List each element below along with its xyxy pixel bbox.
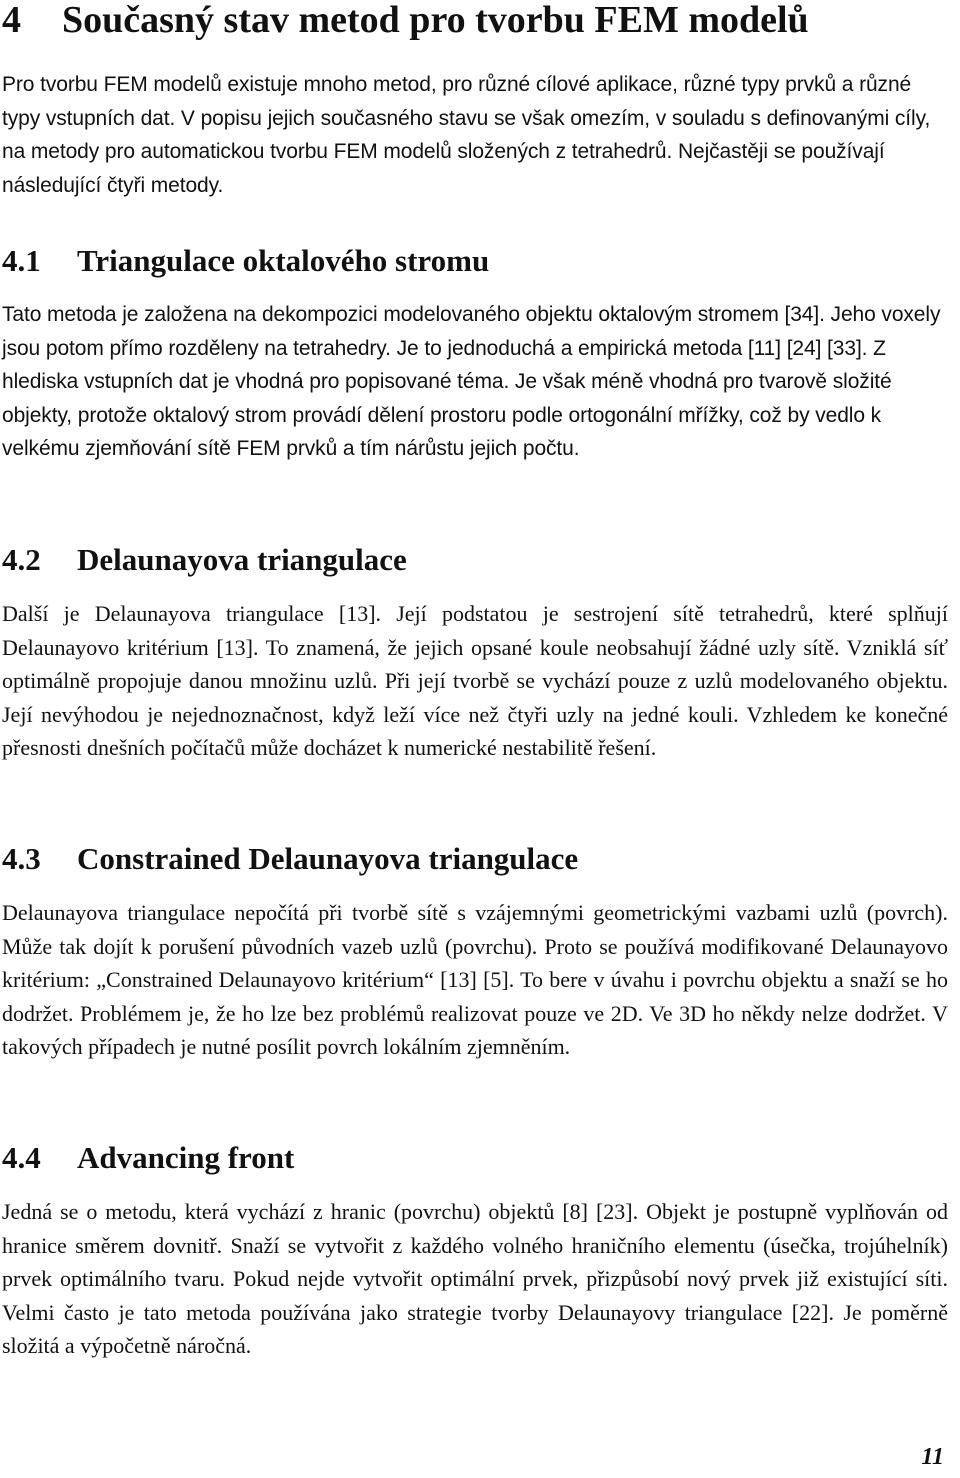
section-heading-4-1 bbox=[2, 243, 489, 279]
section-4-1-paragraph: Tato metoda je založena na dekompozici modelovaného objektu oktalovým stromem [34]. Jeho voxely jsou potom přímo rozděleny na tetrahedry. Je to jednoduchá a empirická metoda [11] [24] [33]. Z hlediska vstupních dat je vhodná pro popisované téma. Je však méně vhodná pro tvarově složité objekty, protože oktalový strom provádí dělení prostoru podle ortogonální mřížky, což by vedlo k velkému zjemňování sítě FEM prvků a tím nárůstu jejich počtu. bbox=[2, 303, 941, 460]
chapter-title-text: Současný stav metod pro tvorbu FEM modelů bbox=[62, 0, 809, 41]
section-number: 4.1 bbox=[2, 243, 41, 278]
section-number: 4.4 bbox=[2, 1140, 41, 1175]
section-heading-4-2 bbox=[2, 542, 407, 578]
intro-paragraph: Pro tvorbu FEM modelů existuje mnoho metod, pro různé cílové aplikace, různé typy prvků a různé typy vstupních dat. V popisu jejich současného stavu se však omezím, v souladu s definovanými cíly, na metody pro automatickou tvorbu FEM modelů složených z tetrahedrů. Nejčastěji se používají následující čtyři metody. bbox=[2, 73, 931, 197]
chapter-title bbox=[2, 0, 809, 42]
section-number: 4.3 bbox=[2, 841, 41, 876]
section-4-2-paragraph: Další je Delaunayova triangulace [13]. Její podstatou je sestrojení sítě tetrahedrů, které splňují Delaunayovo kritérium [13]. To znamená, že jejich opsané koule neobsahují žádné uzly sítě. Vzniklá síť optimálně propojuje danou množinu uzlů. Při její tvorbě se vychází pouze z uzlů modelovaného objektu. Její nevýhodou je nejednoznačnost, když leží více než čtyři uzly na jedné kouli. Vzhledem ke konečné přesnosti dnešních počítačů může docházet k numerické nestabilitě řešení. bbox=[2, 601, 948, 760]
section-number: 4.2 bbox=[2, 542, 41, 577]
section-4-3-paragraph: Delaunayova triangulace nepočítá při tvorbě sítě s vzájemnými geometrickými vazbami uzlů (povrch). Může tak dojít k porušení původních vazeb uzlů (povrchu). Proto se používá modifikované Delaunayovo kritérium: „Constrained Delaunayovo kritérium“ [13] [5]. To bere v úvahu i povrchu objektu a snaží se ho dodržet. Problémem je, že ho lze bez problémů realizovat pouze ve 2D. Ve 3D ho někdy nelze dodržet. V takových případech je nutné posílit povrch lokálním zjemněním. bbox=[2, 900, 948, 1059]
section-title-text: Delaunayova triangulace bbox=[77, 542, 407, 577]
section-heading-4-3 bbox=[2, 841, 578, 877]
section-title-text: Advancing front bbox=[77, 1140, 295, 1175]
page-number: 11 bbox=[921, 1444, 944, 1470]
section-heading-4-4 bbox=[2, 1140, 294, 1176]
section-4-4-paragraph: Jedná se o metodu, která vychází z hranic (povrchu) objektů [8] [23]. Objekt je postupně vyplňován od hranice směrem dovnitř. Snaží se vytvořit z každého volného hraničního elementu (úsečka, trojúhelník) prvek optimálního tvaru. Pokud nejde vytvořit optimální prvek, přizpůsobí nový prvek již existující síti. Velmi často je tato metoda používána jako strategie tvorby Delaunayovy triangulace [22]. Je poměrně složitá a výpočetně náročná. bbox=[2, 1199, 948, 1358]
section-title-text: Triangulace oktalového stromu bbox=[77, 243, 490, 278]
chapter-number: 4 bbox=[2, 0, 21, 41]
section-title-text: Constrained Delaunayova triangulace bbox=[77, 841, 579, 876]
